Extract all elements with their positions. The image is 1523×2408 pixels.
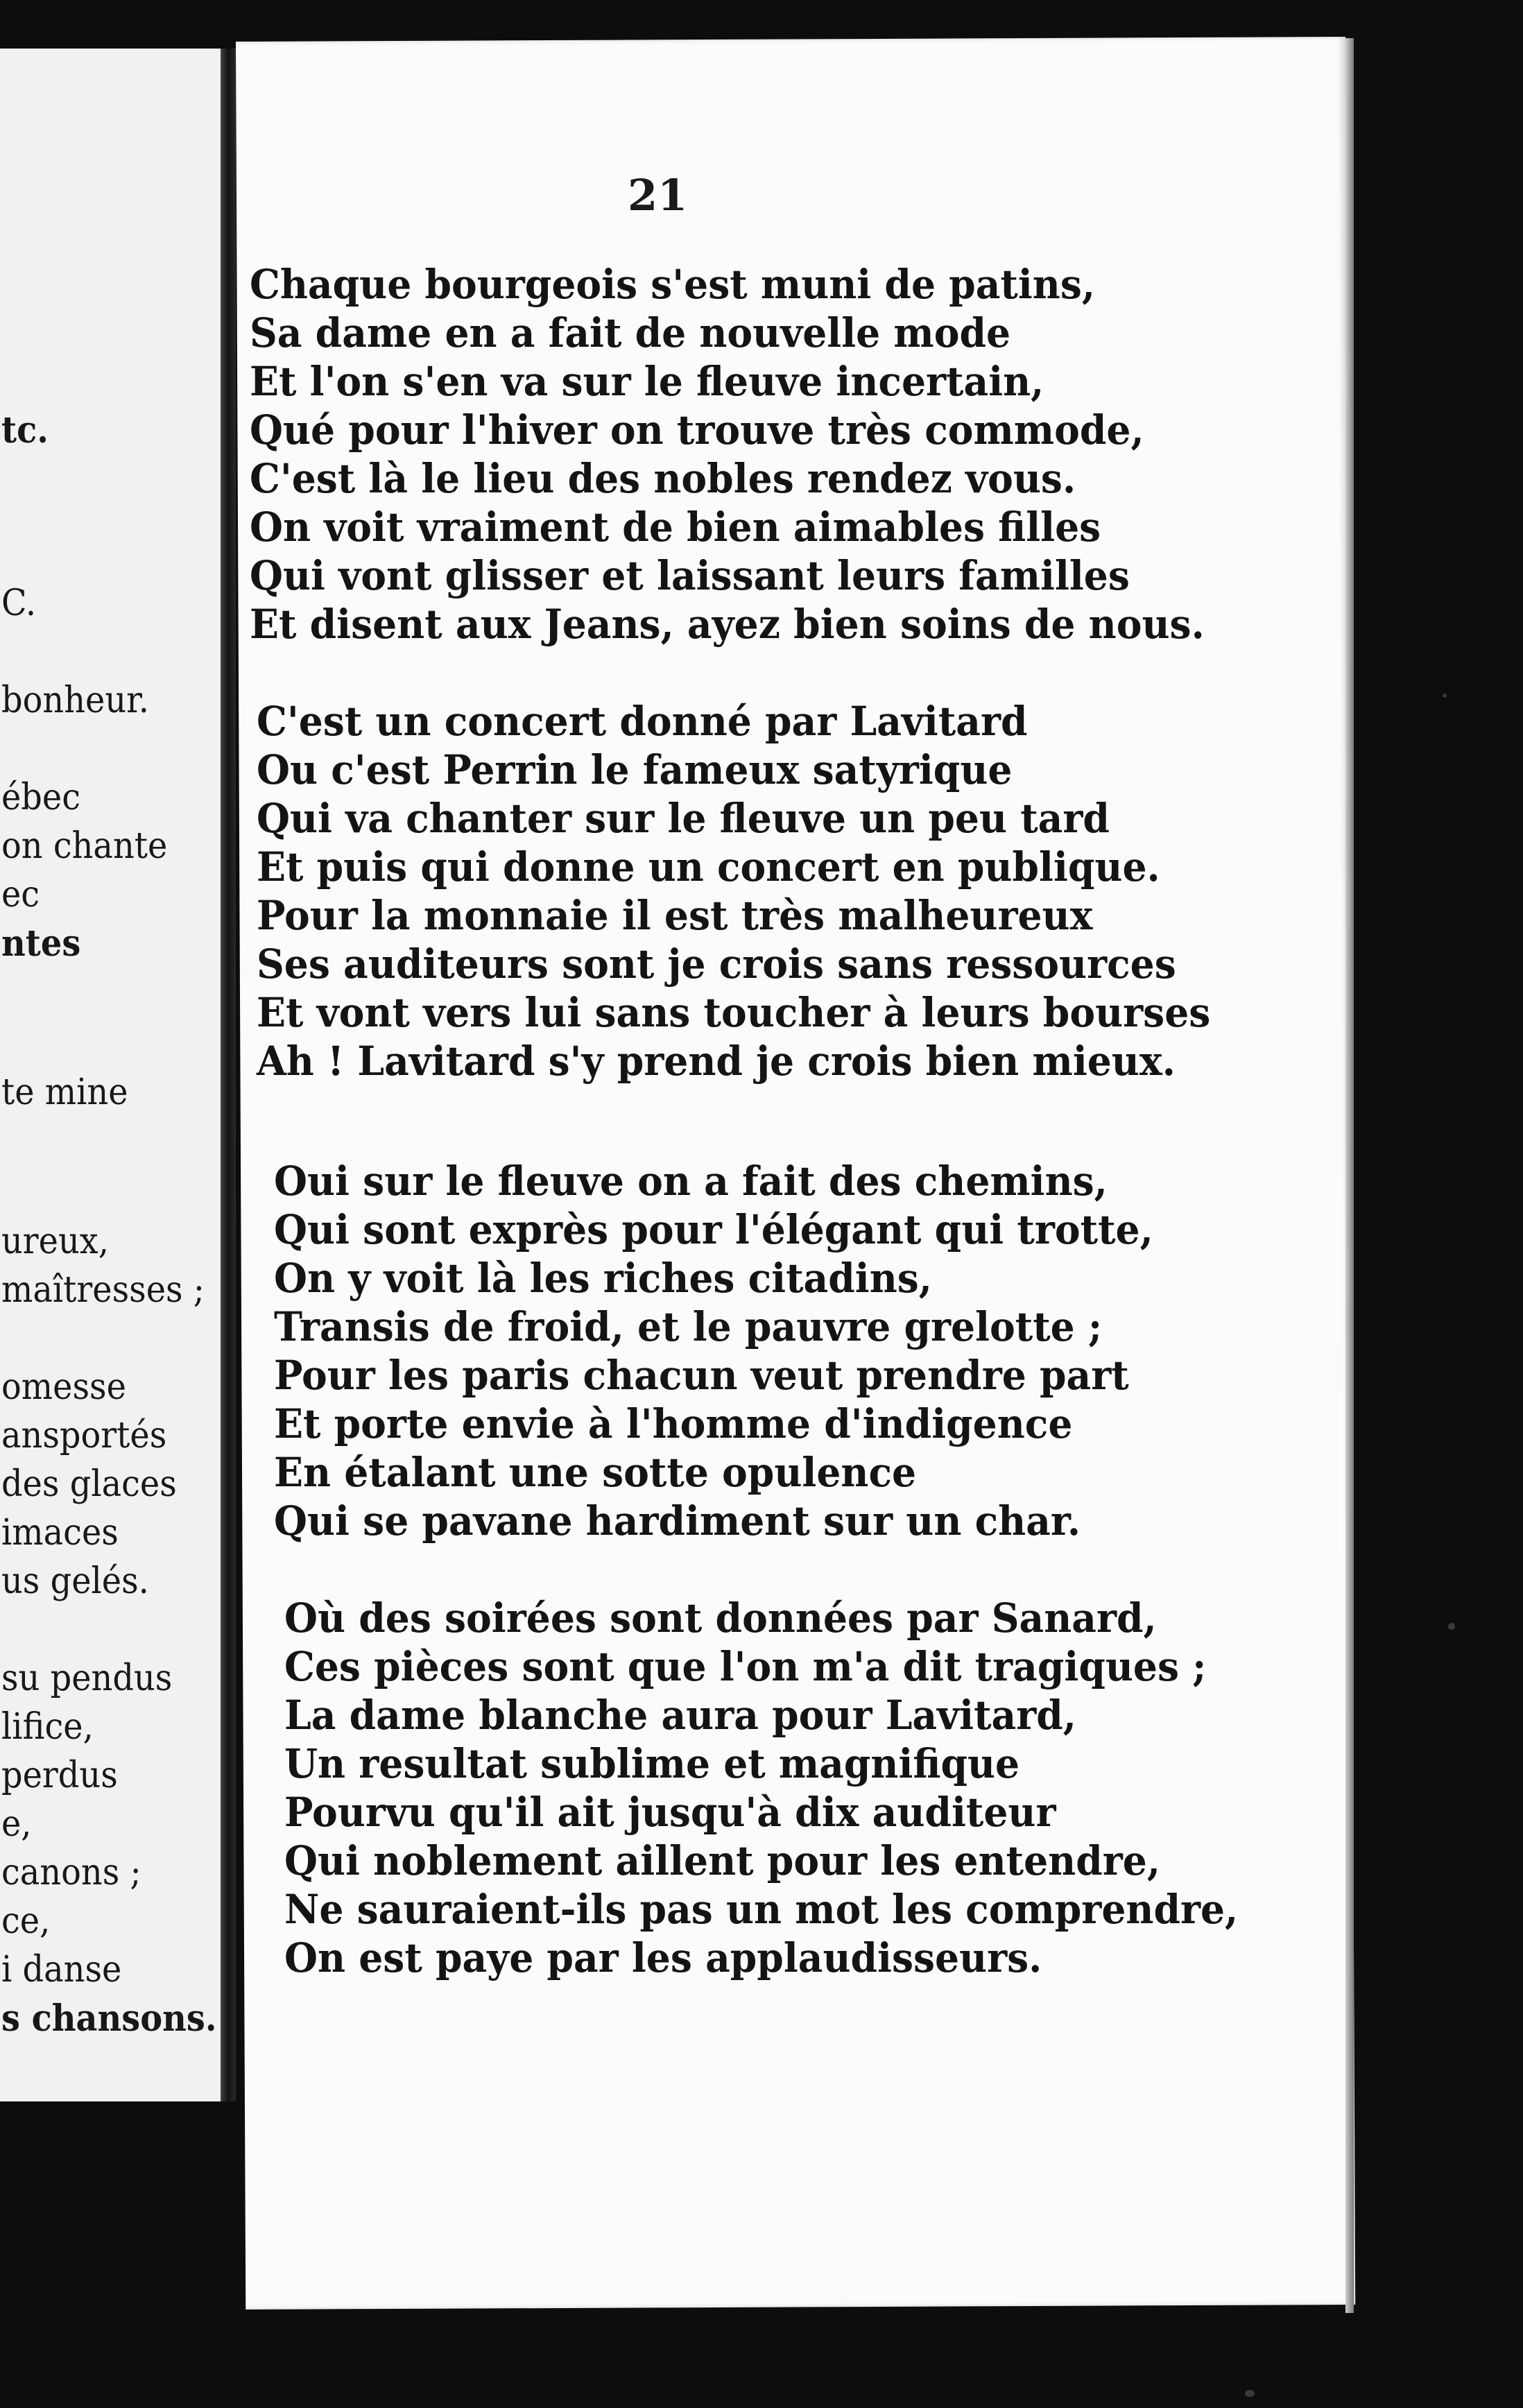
verse-line: Transis de froid, et le pauvre grelotte ; bbox=[274, 1303, 1103, 1350]
verse-line: Ou c'est Perrin le fameux satyrique bbox=[257, 746, 1013, 793]
left-page-line: tc. bbox=[1, 409, 49, 452]
scan-speck bbox=[1443, 694, 1447, 698]
verse-line: C'est là le lieu des nobles rendez vous. bbox=[250, 455, 1076, 502]
verse-line: Pour les paris chacun veut prendre part bbox=[274, 1352, 1129, 1399]
left-page-line: des glaces bbox=[1, 1463, 177, 1505]
verse-line: On y voit là les riches citadins, bbox=[274, 1255, 932, 1302]
left-page-line: on chante bbox=[1, 825, 168, 867]
verse-line: C'est un concert donné par Lavitard bbox=[257, 698, 1028, 745]
verse-line: Ces pièces sont que l'on m'a dit tragiques ; bbox=[284, 1643, 1207, 1690]
scan-speck bbox=[1448, 1623, 1455, 1630]
left-page-line: lifice, bbox=[1, 1706, 94, 1748]
left-page-line: ec bbox=[1, 874, 40, 915]
verse-line: Un resultat sublime et magnifique bbox=[284, 1740, 1020, 1787]
left-page-line: canons ; bbox=[1, 1852, 141, 1893]
left-page-line: ureux, bbox=[1, 1221, 109, 1262]
left-page-line: ansportés bbox=[1, 1415, 167, 1456]
left-page-line: C. bbox=[1, 583, 37, 624]
verse-line: Ses auditeurs sont je crois sans ressources bbox=[257, 940, 1176, 988]
left-page-line: bonheur. bbox=[1, 680, 149, 721]
left-page-line: i danse bbox=[1, 1949, 122, 1990]
verse-line: Ah ! Lavitard s'y prend je crois bien mieux. bbox=[257, 1038, 1176, 1085]
verse-line: Qui va chanter sur le fleuve un peu tard bbox=[257, 795, 1110, 842]
verse-line: Chaque bourgeois s'est muni de patins, bbox=[250, 261, 1096, 308]
page-number: 21 bbox=[628, 170, 688, 221]
verse-line: La dame blanche aura pour Lavitard, bbox=[284, 1692, 1076, 1739]
verse-line: Et puis qui donne un concert en publique. bbox=[257, 843, 1160, 891]
verse-line: Et disent aux Jeans, ayez bien soins de nous. bbox=[250, 601, 1205, 648]
verse-line: En étalant une sotte opulence bbox=[274, 1449, 917, 1496]
verse-line: Qui noblement aillent pour les entendre, bbox=[284, 1837, 1161, 1884]
verse-line: Et porte envie à l'homme d'indigence bbox=[274, 1400, 1073, 1447]
verse-line: Pourvu qu'il ait jusqu'à dix auditeur bbox=[284, 1789, 1056, 1836]
left-page-line: e, bbox=[1, 1803, 32, 1845]
verse-line: Qui sont exprès pour l'élégant qui trotte, bbox=[274, 1206, 1153, 1253]
left-page-line: imaces bbox=[1, 1512, 119, 1554]
stanza-3 bbox=[274, 1157, 1199, 1545]
verse-line: Et l'on s'en va sur le fleuve incertain, bbox=[250, 358, 1044, 405]
stanza-1 bbox=[250, 260, 1255, 648]
left-page-line: ce, bbox=[1, 1900, 51, 1942]
book-gutter bbox=[221, 49, 236, 2101]
stanza-2 bbox=[257, 697, 1261, 1085]
verse-line: Sa dame en a fait de nouvelle mode bbox=[250, 309, 1011, 356]
left-page-line: perdus bbox=[1, 1755, 118, 1796]
stanza-4 bbox=[284, 1594, 1289, 1982]
verse-line: Qui se pavane hardiment sur un char. bbox=[274, 1497, 1081, 1545]
left-page-line: ébec bbox=[1, 777, 81, 818]
verse-line: On voit vraiment de bien aimables filles bbox=[250, 504, 1101, 551]
verse-line: Et vont vers lui sans toucher à leurs bourses bbox=[257, 989, 1211, 1036]
left-page-line: maîtresses ; bbox=[1, 1269, 205, 1311]
verse-line: Ne sauraient-ils pas un mot les comprendre, bbox=[284, 1886, 1239, 1933]
verse-line: Oui sur le fleuve on a fait des chemins, bbox=[274, 1158, 1108, 1205]
verse-line: Pour la monnaie il est très malheureux bbox=[257, 892, 1093, 939]
page-edge bbox=[1345, 38, 1354, 2313]
left-page-line: s chansons. bbox=[1, 1997, 217, 2040]
verse-line: On est paye par les applaudisseurs. bbox=[284, 1934, 1042, 1981]
left-page-line: omesse bbox=[1, 1366, 126, 1408]
left-page-line: te mine bbox=[1, 1072, 128, 1113]
left-page-line: su pendus bbox=[1, 1658, 173, 1699]
verse-line: Où des soirées sont données par Sanard, bbox=[284, 1594, 1157, 1642]
left-page-line: us gelés. bbox=[1, 1560, 149, 1602]
verse-line: Qui vont glisser et laissant leurs familles bbox=[250, 552, 1130, 599]
left-page-line: ntes bbox=[1, 922, 81, 965]
verse-line: Qué pour l'hiver on trouve très commode, bbox=[250, 406, 1144, 454]
scan-speck bbox=[1245, 2390, 1255, 2397]
left-facing-page bbox=[0, 49, 221, 2101]
